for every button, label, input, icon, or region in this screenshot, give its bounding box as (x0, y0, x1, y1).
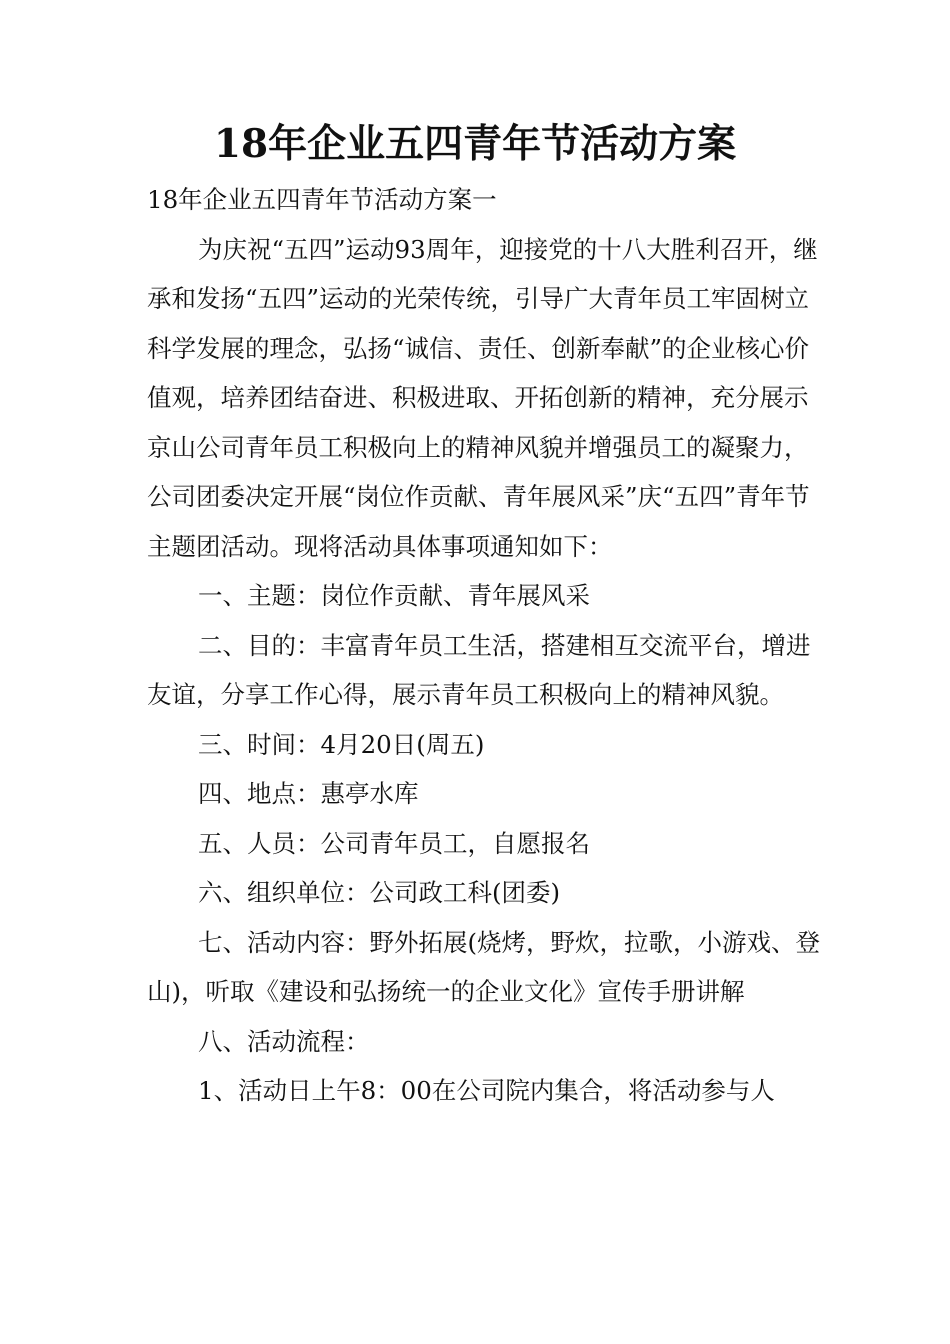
paragraph-theme: 一、主题：岗位作贡献、青年展风采 (198, 581, 590, 610)
paragraph-time: 三、时间：4月20日(周五) (198, 729, 485, 759)
document-subtitle: 18年企业五四青年节活动方案一 (147, 185, 497, 214)
paragraph-activities: 七、活动内容：野外拓展(烧烤，野炊，拉歌，小游戏、登山)，听取《建设和弘扬统一的企业文化》宣传手册讲解 (147, 927, 821, 1006)
document-body (147, 175, 827, 1116)
document-title: 18年企业五四青年节活动方案 (213, 121, 737, 167)
paragraph-location: 四、地点：惠亭水库 (198, 779, 419, 808)
paragraph-organizer: 六、组织单位：公司政工科(团委) (198, 878, 561, 907)
paragraph-purpose: 二、目的：丰富青年员工生活，搭建相互交流平台，增进友谊，分享工作心得，展示青年员工积极向上的精神风貌。 (147, 630, 811, 709)
paragraph-process-heading: 八、活动流程： (198, 1026, 370, 1056)
paragraph-participants: 五、人员：公司青年员工，自愿报名 (198, 828, 590, 858)
paragraph-intro: 为庆祝“五四”运动93周年，迎接党的十八大胜利召开，继承和发扬“五四”运动的光荣传统，引导广大青年员工牢固树立科学发展的理念，弘扬“诚信、责任、创新奉献”的企业核心价值观，培养团结奋进、积极进取、开拓创新的精神，充分展示京山公司青年员工积极向上的精神风貌并增强员工的凝聚力，公司团委决定开展“岗位作贡献、青年展风采”庆“五四”青年节主题团活动。现将活动具体事项通知如下： (147, 234, 818, 561)
paragraph-process-step-1: 1、活动日上午8：00在公司院内集合，将活动参与人 (198, 1076, 775, 1105)
